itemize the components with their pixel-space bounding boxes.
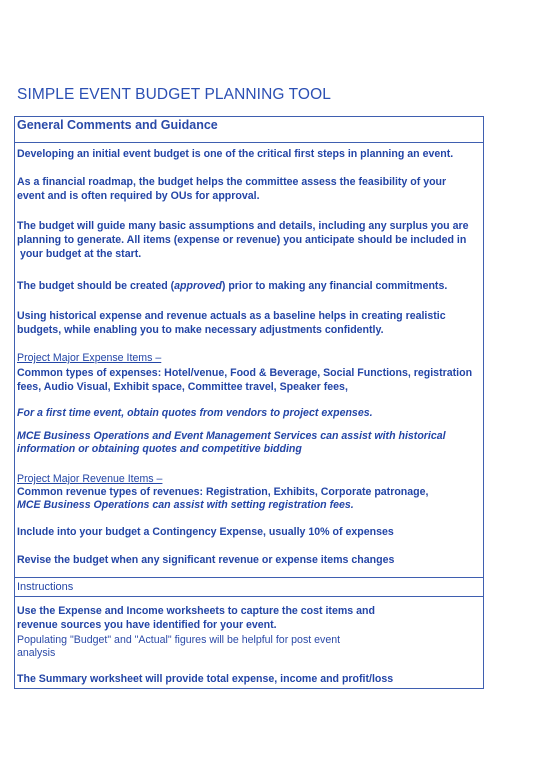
revenue-items-heading: Project Major Revenue Items – bbox=[17, 473, 163, 485]
mce-assist-line-1: MCE Business Operations and Event Management Services can assist with historical bbox=[17, 430, 446, 442]
guidance-header: General Comments and Guidance bbox=[17, 118, 218, 132]
expense-items-line-2: fees, Audio Visual, Exhibit space, Committee travel, Speaker fees, bbox=[17, 381, 348, 393]
instructions-paragraph-2-line-1: Populating "Budget" and "Actual" figures will be helpful for post event bbox=[17, 634, 341, 646]
guidance-paragraph-3-line-3: your budget at the start. bbox=[17, 248, 142, 260]
instructions-paragraph-1-line-1: Use the Expense and Income worksheets to capture the cost items and bbox=[17, 605, 375, 617]
expense-items-line-1: Common types of expenses: Hotel/venue, Food & Beverage, Social Functions, registration bbox=[17, 367, 473, 379]
mce-assist-line-2: information or obtaining quotes and competitive bidding bbox=[17, 443, 302, 455]
guidance-paragraph-2-line-1: As a financial roadmap, the budget helps the committee assess the feasibility of your bbox=[17, 176, 447, 188]
guidance-paragraph-4 bbox=[17, 279, 447, 293]
guidance-paragraph-3-line-2: planning to generate. All items (expense or revenue) you anticipate should be included in bbox=[17, 234, 467, 246]
page-title: SIMPLE EVENT BUDGET PLANNING TOOL bbox=[17, 86, 331, 103]
revenue-fees-note: MCE Business Operations can assist with setting registration fees. bbox=[17, 499, 354, 511]
guidance-p4-before: The budget should be created ( bbox=[17, 280, 175, 292]
expense-items-heading: Project Major Expense Items – bbox=[17, 352, 162, 364]
instructions-paragraph-2-line-2: analysis bbox=[17, 647, 56, 659]
expense-quotes-note: For a first time event, obtain quotes from vendors to project expenses. bbox=[17, 407, 373, 419]
revise-note: Revise the budget when any significant revenue or expense items changes bbox=[17, 554, 395, 566]
guidance-paragraph-5-line-2: budgets, while enabling you to make necessary adjustments confidently. bbox=[17, 324, 384, 336]
contingency-note: Include into your budget a Contingency Expense, usually 10% of expenses bbox=[17, 526, 394, 538]
guidance-paragraph-1: Developing an initial event budget is one of the critical first steps in planning an event. bbox=[17, 148, 454, 160]
guidance-header-divider bbox=[14, 142, 484, 143]
instructions-header-divider bbox=[14, 596, 484, 597]
guidance-paragraph-3-line-1: The budget will guide many basic assumptions and details, including any surplus you are bbox=[17, 220, 469, 232]
instructions-header: Instructions bbox=[17, 581, 74, 593]
guidance-p4-after: ) prior to making any financial commitments. bbox=[221, 280, 448, 292]
guidance-paragraph-2-line-2: event and is often required by OUs for approval. bbox=[17, 190, 260, 202]
revenue-items-line: Common revenue types of revenues: Registration, Exhibits, Corporate patronage, bbox=[17, 486, 429, 498]
guidance-paragraph-5-line-1: Using historical expense and revenue actuals as a baseline helps in creating realistic bbox=[17, 310, 446, 322]
guidance-p4-emphasis: approved bbox=[174, 280, 222, 292]
instructions-paragraph-3: The Summary worksheet will provide total expense, income and profit/loss bbox=[17, 673, 394, 685]
instructions-paragraph-1-line-2: revenue sources you have identified for your event. bbox=[17, 619, 277, 631]
